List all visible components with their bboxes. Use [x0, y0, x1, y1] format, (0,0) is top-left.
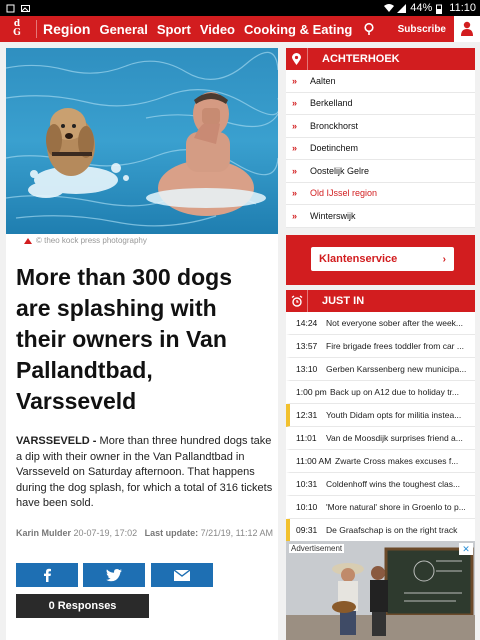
nav-item-video[interactable]: Video: [199, 21, 235, 37]
region-item-label: Old IJssel region: [310, 188, 378, 199]
alarm-icon: [286, 290, 308, 312]
search-icon[interactable]: [363, 22, 377, 36]
customer-service-button[interactable]: [311, 247, 454, 271]
signal-icon: [397, 4, 406, 13]
notification-icon: [6, 4, 15, 13]
news-item[interactable]: [286, 312, 475, 335]
region-item-label: Doetinchem: [310, 143, 359, 154]
nav-item-region[interactable]: Region: [43, 21, 91, 37]
news-time: 14:24: [296, 318, 318, 328]
news-item[interactable]: [286, 335, 475, 358]
chevron-right-icon: »: [292, 165, 297, 176]
chevron-right-icon: »: [292, 188, 297, 199]
chevron-right-icon: »: [292, 75, 297, 86]
nav-item-cooking[interactable]: Cooking & Eating: [244, 21, 353, 37]
news-title: 'More natural' shore in Groenlo to p...: [326, 502, 466, 512]
logo-letter-g: G: [13, 28, 21, 38]
news-item[interactable]: [286, 496, 475, 519]
news-time: 1:00 pm: [296, 387, 327, 397]
news-time: 12:31: [296, 410, 318, 420]
ad-image: [286, 541, 475, 640]
article-photo: [6, 48, 278, 234]
facebook-icon: [42, 568, 52, 582]
news-time: 11:00 AM: [296, 456, 332, 466]
chevron-right-icon: »: [292, 210, 297, 221]
share-twitter-button[interactable]: [83, 563, 145, 587]
news-title: Not everyone sober after the week...: [326, 318, 464, 328]
nav-divider: [36, 20, 37, 38]
caption-toggle-icon[interactable]: [24, 238, 32, 244]
news-time: 11:01: [296, 433, 317, 443]
article: [6, 48, 278, 640]
customer-service-box: [286, 235, 475, 285]
region-item-label: Bronckhorst: [310, 120, 359, 131]
article-headline: More than 300 dogs are splashing with their owners in Van Pallandtbad, Varsseveld: [16, 264, 232, 414]
user-icon[interactable]: [454, 16, 480, 42]
image-icon: [21, 4, 30, 13]
twitter-icon: [106, 569, 122, 582]
news-item[interactable]: [286, 381, 475, 404]
clock: 11:10: [449, 2, 476, 14]
just-in-header: [286, 290, 475, 312]
just-in-title: JUST IN: [322, 295, 365, 307]
last-update-date: 7/21/19, 11:12 AM: [200, 528, 274, 538]
top-navigation: [0, 16, 480, 42]
ad-close-icon[interactable]: ✕: [459, 543, 473, 555]
lead-dateline: VARSSEVELD -: [16, 435, 97, 447]
battery-level: 44%: [410, 2, 433, 14]
subscribe-link[interactable]: Subscribe: [397, 23, 446, 35]
just-in-panel: [286, 290, 475, 542]
region-item-doetinchem[interactable]: [286, 138, 475, 161]
last-update-label: Last update:: [144, 528, 199, 538]
region-header: [286, 48, 475, 70]
region-item-bronckhorst[interactable]: [286, 115, 475, 138]
region-item-winterswijk[interactable]: [286, 205, 475, 228]
responses-button[interactable]: 0 Responses: [16, 594, 149, 618]
region-item-aalten[interactable]: [286, 70, 475, 93]
news-title: Back up on A12 due to holiday tr...: [330, 387, 460, 397]
news-item[interactable]: [286, 450, 475, 473]
site-logo[interactable]: [4, 16, 30, 42]
region-item-label: Oostelijk Gelre: [310, 165, 370, 176]
news-item[interactable]: [286, 519, 475, 542]
chevron-right-icon: »: [292, 98, 297, 109]
region-item-label: Aalten: [310, 75, 336, 86]
region-item-oostelijk-gelre[interactable]: [286, 160, 475, 183]
author[interactable]: Karin Mulder: [16, 528, 72, 538]
photo-credit: [24, 236, 147, 245]
lead-text: More than three hundred dogs take a dip with their owner in the Van Pallandtbad in Varsseveld on Saturday afternoon. That happens during the dog splash, for which a total of 316 tickets have been sold.: [16, 435, 273, 509]
article-lead: [16, 434, 274, 512]
battery-icon: [436, 4, 445, 13]
advertisement[interactable]: [286, 541, 475, 640]
article-meta: [16, 526, 274, 540]
news-item[interactable]: [286, 473, 475, 496]
chevron-right-icon: »: [292, 120, 297, 131]
region-title: ACHTERHOEK: [322, 53, 400, 65]
email-icon: [174, 570, 190, 581]
news-time: 13:57: [296, 341, 318, 351]
nav-item-sport[interactable]: Sport: [156, 21, 191, 37]
region-item-label: Berkelland: [310, 98, 353, 109]
news-title: Fire brigade frees toddler from car ...: [326, 341, 464, 351]
status-bar: [0, 0, 480, 16]
photo-credit-text: © theo kock press photography: [36, 236, 147, 245]
nav-item-general[interactable]: General: [99, 21, 148, 37]
news-title: Zwarte Cross makes excuses f...: [335, 456, 459, 466]
news-time: 10:31: [296, 479, 318, 489]
region-item-old-ijssel[interactable]: [286, 183, 475, 206]
region-item-label: Winterswijk: [310, 210, 356, 221]
news-title: Coldenhoff wins the toughest clas...: [326, 479, 461, 489]
news-time: 10:10: [296, 502, 318, 512]
news-item[interactable]: [286, 427, 475, 450]
ad-label: Advertisement: [291, 544, 343, 553]
news-title: Van de Moosdijk surprises friend a...: [326, 433, 463, 443]
logo-letter-d: d: [13, 19, 21, 29]
share-facebook-button[interactable]: [16, 563, 78, 587]
news-item[interactable]: [286, 404, 475, 427]
news-item[interactable]: [286, 358, 475, 381]
location-pin-icon: [286, 48, 308, 70]
news-time: 13:10: [296, 364, 318, 374]
just-in-list: [286, 312, 475, 542]
news-title: Youth Didam opts for militia instea...: [326, 410, 462, 420]
wifi-icon: [384, 4, 393, 13]
customer-service-label: Klantenservice: [319, 253, 398, 265]
publish-date: 20-07-19, 17:02: [73, 528, 138, 538]
share-email-button[interactable]: [151, 563, 213, 587]
region-item-berkelland[interactable]: [286, 93, 475, 116]
region-panel: [286, 48, 475, 228]
chevron-right-icon: »: [292, 143, 297, 154]
region-list: [286, 70, 475, 228]
news-title: De Graafschap is on the right track: [326, 525, 458, 535]
news-title: Gerben Karssenberg new municipa...: [326, 364, 467, 374]
news-time: 09:31: [296, 525, 318, 535]
chevron-right-icon: ›: [442, 253, 446, 265]
